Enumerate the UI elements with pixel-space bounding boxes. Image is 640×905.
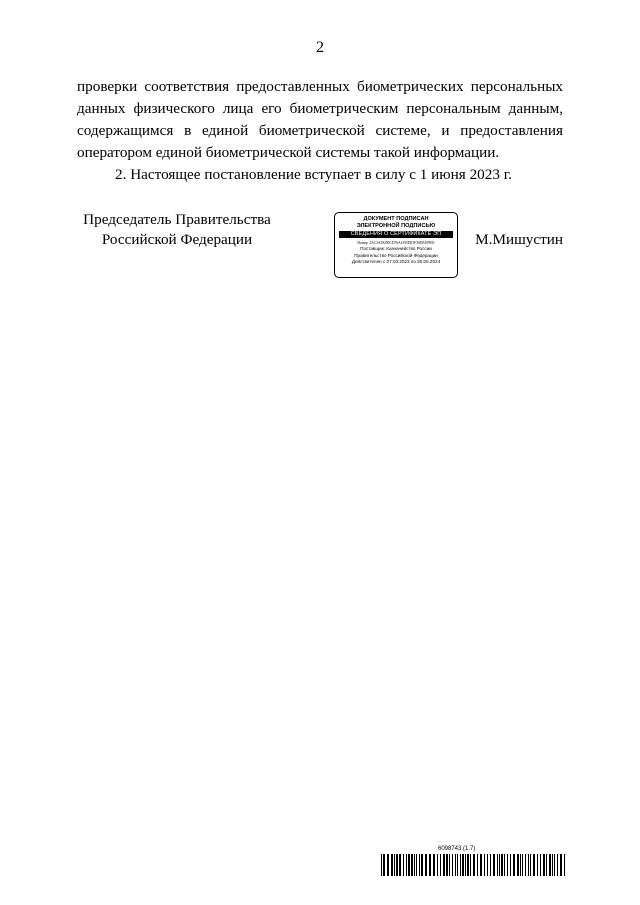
page-number: 2 — [316, 39, 324, 56]
barcode-bar — [564, 854, 565, 876]
signature-block — [77, 208, 563, 278]
barcode — [381, 854, 565, 876]
electronic-signature-stamp — [334, 212, 458, 278]
signatory-name: М.Мишустин — [475, 231, 563, 248]
signatory-title-line1: Председатель Правительства — [83, 211, 271, 228]
stamp-header-line1: ДОКУМЕНТ ПОДПИСАН — [363, 216, 429, 222]
paragraph-effective-date: 2. Настоящее постановление вступает в силу с 1 июня 2023 г. — [115, 166, 513, 183]
stamp-owner: Правительство Российской Федерации — [354, 252, 438, 258]
stamp-certificate-banner: СВЕДЕНИЯ О СЕРТИФИКАТЕ ЭП — [339, 231, 453, 238]
paragraph-continuation: проверки соответствия предоставленных биометрических персональных данных физического лица его биометрическим персональным данным, содержащимся в единой биометрической системе, и предоставления оператором единой биометрической системы такой информации. — [77, 78, 563, 161]
stamp-supplier: Поставщик: Казначейство России — [360, 246, 432, 251]
stamp-serial-number: Номер: 2AC3A29290CD76A4195DF3F3SEB1F8EE — [357, 241, 435, 245]
signatory-title-line2: Российской Федерации — [101, 231, 253, 248]
document-code: 6098743 (1.7) — [438, 846, 476, 852]
stamp-validity: Действителен с 07.03.2023 по 30.05.2024 — [351, 259, 441, 265]
body-text — [77, 76, 563, 186]
stamp-header-line2: ЭЛЕКТРОННОЙ ПОДПИСЬЮ — [356, 223, 436, 229]
signatory-title — [77, 210, 277, 250]
stamp-header — [335, 216, 457, 230]
